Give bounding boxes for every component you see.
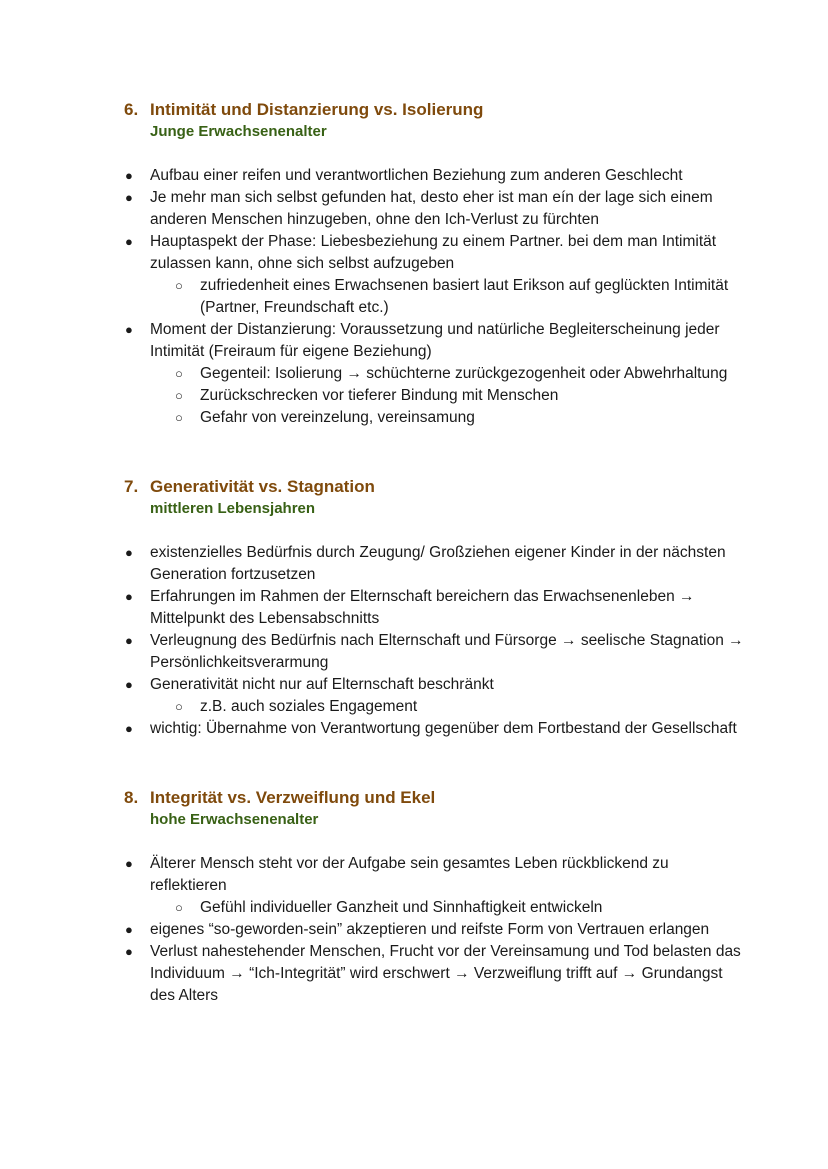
- sub-list-item: [150, 385, 744, 407]
- list-item-text: Je mehr man sich selbst gefunden hat, desto eher ist man eín der lage sich einem anderen Menschen hinzugeben, ohne den Ich-Verlust zu fürchten: [150, 189, 713, 228]
- section-number: 8.: [124, 788, 139, 807]
- list-item-text: Hauptaspekt der Phase: Liebesbeziehung zu einem Partner. bei dem man Intimität zulassen kann, ohne sich selbst aufzugeben: [150, 233, 717, 272]
- bullet-dot-icon: ●: [125, 234, 133, 249]
- list-item: [124, 941, 744, 1007]
- bullet-circle-icon: ○: [175, 366, 183, 381]
- section-heading: [124, 476, 744, 498]
- bullet-circle-icon: ○: [175, 410, 183, 425]
- sub-list-item: [150, 407, 744, 429]
- sub-list-item-text: zufriedenheit eines Erwachsenen basiert laut Erikson auf geglückten Intimität (Partner, Freundschaft etc.): [200, 277, 729, 316]
- list-item-text: Aufbau einer reifen und verantwortlichen Beziehung zum anderen Geschlecht: [150, 167, 683, 184]
- sub-list-item-text: z.B. auch soziales Engagement: [200, 698, 418, 715]
- list-item: [124, 319, 744, 429]
- section-number: 7.: [124, 477, 139, 496]
- list-item-text: Verlust nahestehender Menschen, Frucht vor der Vereinsamung und Tod belasten das Individuum → “Ich-Integrität” wird erschwert → Verzweiflung trifft auf → Grundangst des Alters: [150, 943, 741, 1004]
- sub-list-item: [150, 363, 744, 385]
- sub-list-item-text: Zurückschrecken vor tieferer Bindung mit Menschen: [200, 387, 559, 404]
- sub-list-item: [150, 696, 744, 718]
- sub-list-item: [150, 897, 744, 919]
- section-subtitle: Junge Erwachsenenalter: [150, 123, 327, 140]
- bullet-dot-icon: ●: [125, 944, 133, 959]
- list-item: [124, 586, 744, 630]
- section-heading: [124, 99, 744, 121]
- bullet-dot-icon: ●: [125, 589, 133, 604]
- list-item-text: Älterer Mensch steht vor der Aufgabe sein gesamtes Leben rückblickend zu reflektieren: [150, 855, 669, 894]
- sub-bullet-list: [150, 696, 744, 718]
- bullet-dot-icon: ●: [125, 677, 133, 692]
- list-item-text: existenzielles Bedürfnis durch Zeugung/ Großziehen eigener Kinder in der nächsten Generation fortzusetzen: [150, 544, 726, 583]
- bullet-list: [124, 853, 744, 1007]
- list-item: [124, 165, 744, 187]
- bullet-dot-icon: ●: [125, 190, 133, 205]
- sub-list-item-text: Gegenteil: Isolierung → schüchterne zurückgezogenheit oder Abwehrhaltung: [200, 365, 728, 382]
- section-title: Integrität vs. Verzweiflung und Ekel: [150, 788, 436, 807]
- section-subtitle: mittleren Lebensjahren: [150, 500, 316, 517]
- bullet-dot-icon: ●: [125, 322, 133, 337]
- sub-bullet-list: [150, 363, 744, 429]
- sub-list-item-text: Gefühl individueller Ganzheit und Sinnhaftigkeit entwickeln: [200, 899, 603, 916]
- list-item: [124, 542, 744, 586]
- list-item-text: Generativität nicht nur auf Elternschaft beschränkt: [150, 676, 494, 693]
- bullet-dot-icon: ●: [125, 922, 133, 937]
- list-item: [124, 919, 744, 941]
- list-item: [124, 630, 744, 674]
- list-item-text: wichtig: Übernahme von Verantwortung gegenüber dem Fortbestand der Gesellschaft: [150, 720, 737, 737]
- sub-bullet-list: [150, 897, 744, 919]
- section-subtitle: hohe Erwachsenenalter: [150, 811, 319, 828]
- list-item: [124, 853, 744, 919]
- bullet-list: [124, 542, 744, 740]
- sub-list-item-text: Gefahr von vereinzelung, vereinsamung: [200, 409, 475, 426]
- section-title: Intimität und Distanzierung vs. Isolierung: [150, 100, 484, 119]
- bullet-dot-icon: ●: [125, 633, 133, 648]
- bullet-list: [124, 165, 744, 429]
- sub-list-item: [150, 275, 744, 319]
- section-number: 6.: [124, 100, 139, 119]
- list-item-text: Verleugnung des Bedürfnis nach Elternschaft und Fürsorge → seelische Stagnation → Persönlichkeitsverarmung: [150, 632, 744, 671]
- list-item: [124, 187, 744, 231]
- bullet-circle-icon: ○: [175, 388, 183, 403]
- list-item-text: eigenes “so-geworden-sein” akzeptieren und reifste Form von Vertrauen erlangen: [150, 921, 710, 938]
- section-8: [124, 787, 744, 1007]
- section-title: Generativität vs. Stagnation: [150, 477, 375, 496]
- section-7: [124, 476, 744, 740]
- list-item: [124, 718, 744, 740]
- list-item: [124, 231, 744, 319]
- list-item-text: Erfahrungen im Rahmen der Elternschaft bereichern das Erwachsenenleben → Mittelpunkt des Lebensabschnitts: [150, 588, 695, 627]
- bullet-circle-icon: ○: [175, 278, 183, 293]
- bullet-dot-icon: ●: [125, 168, 133, 183]
- list-item: [124, 674, 744, 718]
- sub-bullet-list: [150, 275, 744, 319]
- bullet-dot-icon: ●: [125, 545, 133, 560]
- section-heading: [124, 787, 744, 809]
- bullet-circle-icon: ○: [175, 900, 183, 915]
- bullet-dot-icon: ●: [125, 856, 133, 871]
- bullet-dot-icon: ●: [125, 721, 133, 736]
- list-item-text: Moment der Distanzierung: Voraussetzung und natürliche Begleiterscheinung jeder Intimität (Freiraum für eigene Beziehung): [150, 321, 720, 360]
- bullet-circle-icon: ○: [175, 699, 183, 714]
- section-6: [124, 99, 744, 429]
